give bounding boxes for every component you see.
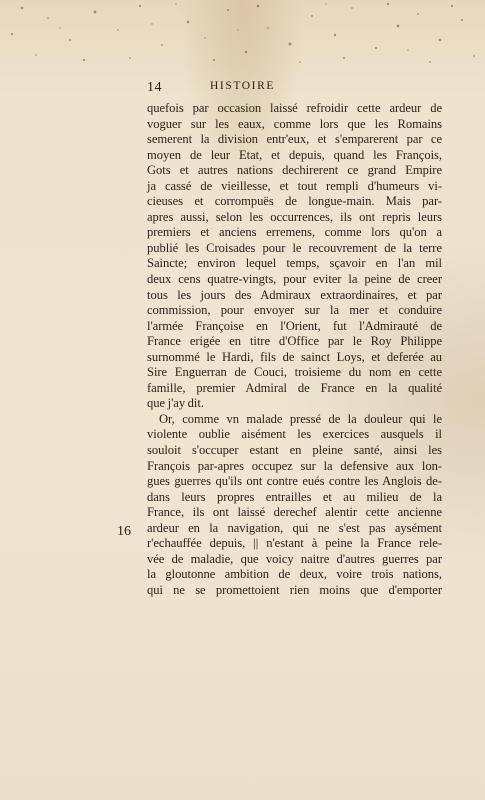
text-line: vée de maladie, que voicy naitre d'autres guerres par — [147, 551, 442, 566]
text-line: France erigée en titre d'Office par le Roy Philippe — [147, 334, 442, 349]
text-line: la gloutonne ambition de deux, voire trois nations, — [147, 567, 442, 582]
text-line: souloit s'occuper estant en pleine santé, ainsi les — [147, 443, 442, 458]
text-line: Gots et autres nations dechirerent ce grand Empire — [147, 163, 442, 178]
text-line: publié les Croisades pour le recouvrement de la terre — [147, 240, 442, 255]
text-line: tous les jours des Admiraux extraordinaires, et par — [147, 287, 442, 302]
text-line: moyen de leur Etat, et depuis, quand les François, — [147, 147, 442, 162]
text-line: semerent la division entr'eux, et s'emparerent par ce — [147, 132, 442, 147]
text-line: que j'ay dit. — [147, 396, 204, 411]
margin-page-reference: 16 — [117, 524, 131, 539]
page-number: 14 — [147, 80, 162, 95]
text-line: famille, premier Admiral de France en la qualité — [147, 380, 442, 395]
body-text — [147, 101, 442, 599]
text-line: deux cens quatre-vingts, pour eviter la peine de creer — [147, 272, 442, 287]
text-line: premiers et anciens erremens, comme lors qu'on a — [147, 225, 442, 240]
foxing-stains — [0, 0, 485, 70]
text-line: ja cassé de vieillesse, et tout rempli d'humeurs vi- — [147, 178, 442, 193]
text-line: violente oublie aisément les exercices ausquels il — [147, 427, 442, 442]
text-line: r'echauffée depuis, || n'estant à peine la France rele- — [147, 536, 442, 551]
text-line: gues guerres qu'ils ont contre eués contre les Anglois de- — [147, 474, 442, 489]
text-line: France, ils ont laissé derechef alentir cette ancienne — [147, 505, 442, 520]
text-line: Or, comme vn malade pressé de la douleur qui le — [159, 411, 442, 426]
text-line: dans leurs propres entrailles et au milieu de la — [147, 489, 442, 504]
text-line: qui ne se promettoient rien moins que d'emporter — [147, 582, 442, 597]
text-line: Sire Enguerran de Couci, troisieme du nom en cette — [147, 365, 442, 380]
running-title: HISTOIRE — [210, 80, 275, 92]
text-line: l'armée Françoise en l'Orient, fut l'Admirauté de — [147, 318, 442, 333]
text-line: ardeur en la navigation, qui ne s'est pas aysément — [147, 520, 442, 535]
text-line: commission, pour envoyer sur la mer et conduire — [147, 303, 442, 318]
text-line: François par-apres occupez sur la defensive aux lon- — [147, 458, 442, 473]
text-line: apres aussi, selon les occurrences, ils ont repris leurs — [147, 209, 442, 224]
text-line: quefois par occasion laissé refroidir cette ardeur de — [147, 101, 442, 115]
text-line: cieuses et corrompuës de longue-main. Mais par- — [147, 194, 442, 209]
text-line: surnommé le Hardi, fils de sainct Loys, et deferée au — [147, 349, 442, 364]
running-head — [0, 76, 485, 96]
text-line: Saincte; environ lequel temps, sçavoir en l'an mil — [147, 256, 442, 271]
text-line: voguer sur les eaux, comme lors que les Romains — [147, 116, 442, 131]
